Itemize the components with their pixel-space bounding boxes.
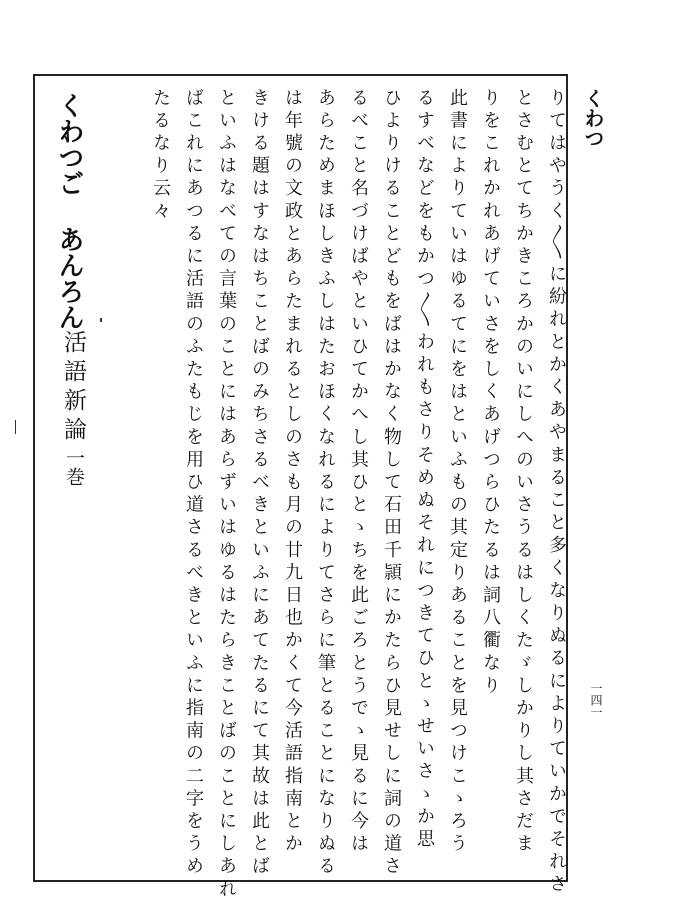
text-column-6: ひよりけることどもをばはかなく物して石田千頴にかたらひ見せしに詞の道さ <box>381 88 402 879</box>
text-column-3: りをこれかれあげていさをしくあげつらひたるは詞八衢なり <box>480 88 501 699</box>
ink-mark <box>100 318 102 322</box>
text-column-10: きける題はすなはちことばのみちさるべきといふにあてたるにて其故は此とば <box>249 88 270 879</box>
text-column-5: るすべなどをもかつ〳〵われもさりそめぬそれにつきてひとゝせいさゝか思 <box>414 88 435 852</box>
text-column-9: は年號の文政とあらたまれるとしのさも月の廿九日也かくて今活語指南とか <box>282 88 303 857</box>
text-column-8: あらためまほしきふしはたおほくなれるによりてさらに筆とることになりぬる <box>315 88 336 879</box>
text-column-1: りてはやうく〳〵に紛れとかくあやまること多くなりぬるによりていかでそれさ <box>546 88 567 897</box>
text-column-7: るべこと名づけばやといひてかへし其ひとゝちを此ごろとうでゝ見るに今は <box>348 88 369 857</box>
text-column-13: たるなり云々 <box>150 88 171 224</box>
running-header: くわつ <box>581 88 605 148</box>
ink-mark <box>15 420 16 434</box>
page-number: 一四一 <box>589 682 603 718</box>
text-column-12: ばこれにあつるに活語のふたもじを用ひ道さるべきといふに指南の二字をうめ <box>183 88 204 879</box>
text-column-4: 此書によりていはゆるてにをはといふもの其定りあることを見つけこゝろう <box>447 88 468 857</box>
text-column-2: とさむとてちかきころかのいにしへのいさうるはしくたゞしかりし其さだま <box>513 88 534 857</box>
volume-label: 一巻 <box>63 448 85 486</box>
body-text <box>120 88 567 902</box>
book-title: 活語新論 <box>60 330 86 446</box>
side-title: くわつご あんろん <box>54 92 84 330</box>
text-column-11: といふはなべての言葉のことにはあらずいはゆるはたらきことばのことにしあれ <box>216 88 237 902</box>
